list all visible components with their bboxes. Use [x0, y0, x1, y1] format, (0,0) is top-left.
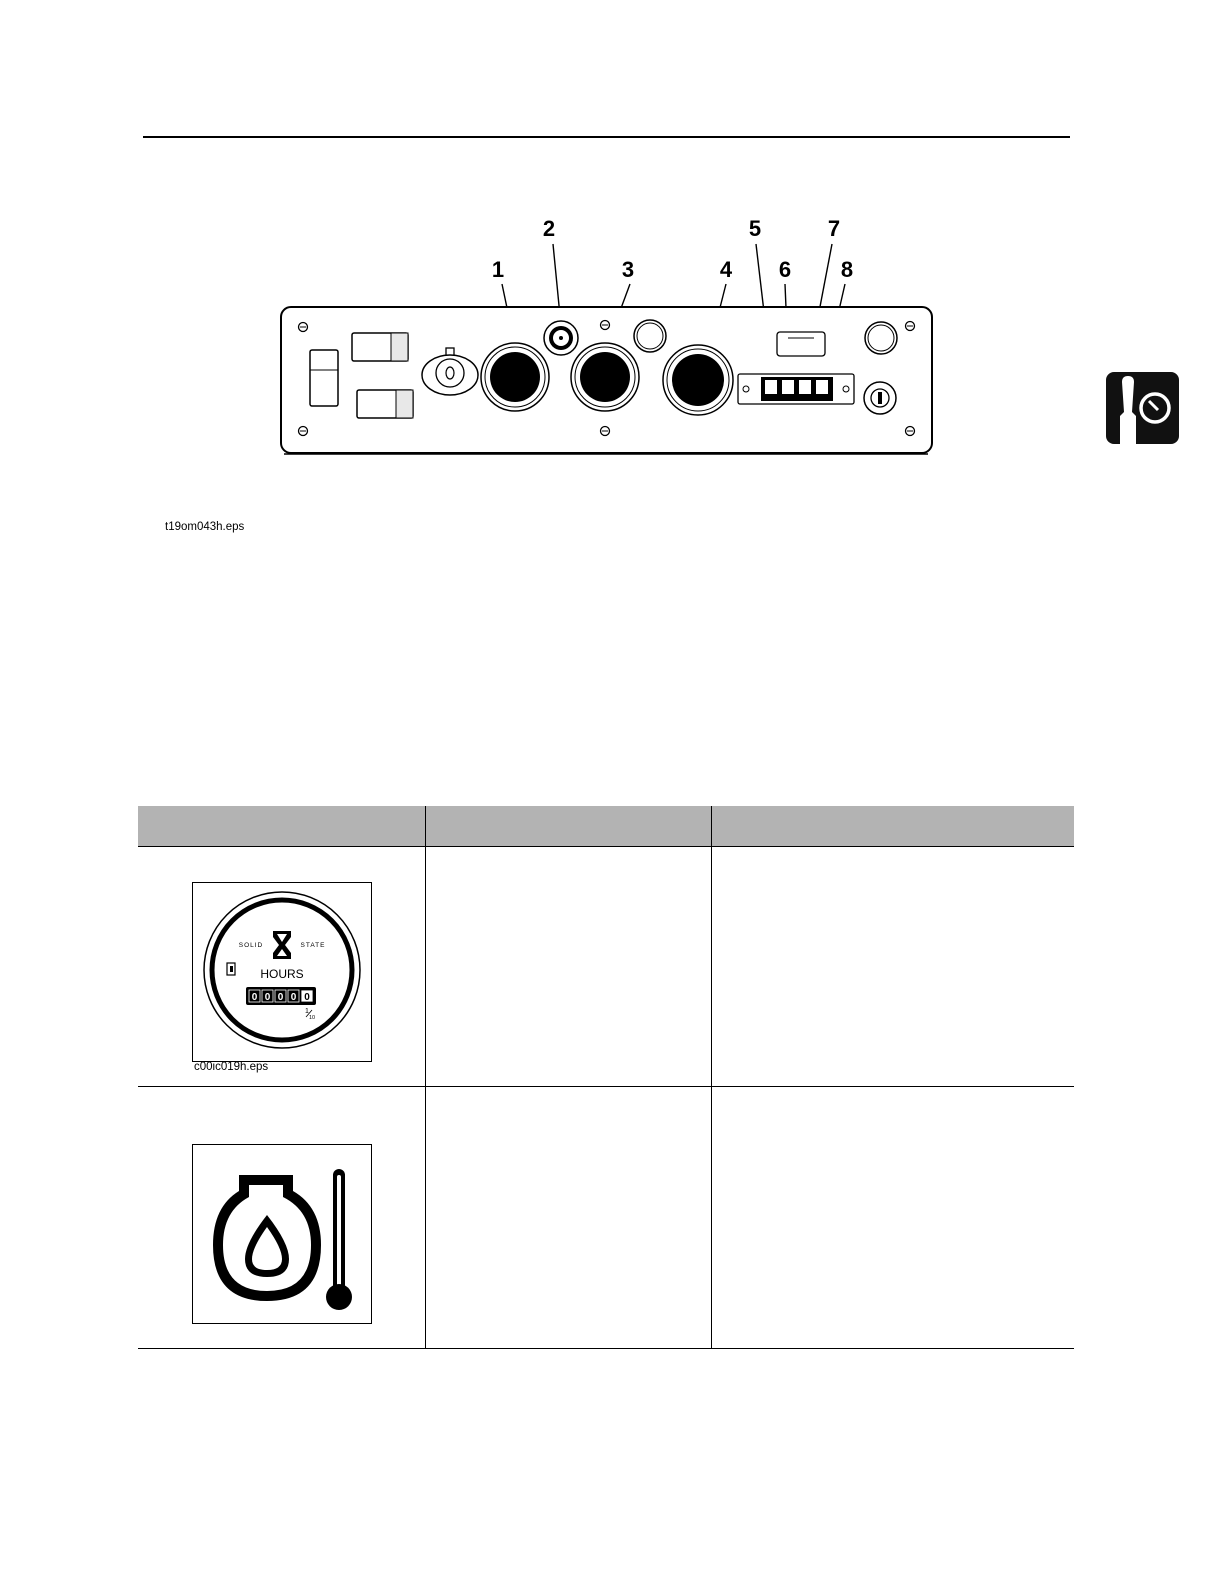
callout-7: 7: [827, 216, 841, 241]
top-rule: [143, 136, 1070, 138]
callout-5: 5: [748, 216, 762, 241]
hour-meter-icon: [192, 882, 372, 1062]
image-caption: c00ic019h.eps: [194, 1061, 269, 1073]
digit: 0: [290, 992, 297, 1003]
table-cell: [711, 847, 1074, 1087]
figure-caption: t19om043h.eps: [165, 521, 245, 533]
callout-1: 1: [491, 257, 505, 282]
lever-gauge-icon: [1106, 372, 1179, 444]
table-header-row: [138, 806, 1074, 847]
table-header-cell: [711, 806, 1074, 847]
callout-4: 4: [719, 257, 733, 282]
state-label: STATE: [300, 942, 326, 949]
callout-3: 3: [621, 257, 635, 282]
fraction-denominator: 10: [308, 1015, 316, 1021]
callout-2: 2: [542, 216, 556, 241]
table-row: [138, 847, 1074, 1087]
table-header-cell: [138, 806, 425, 847]
digit: 0: [304, 992, 310, 1003]
table-cell: [425, 847, 711, 1087]
digit: 0: [251, 992, 258, 1003]
table-cell-image: [138, 1087, 425, 1349]
table-cell-image: [138, 847, 425, 1087]
digit: 0: [277, 992, 284, 1003]
digit: 0: [264, 992, 271, 1003]
fraction-numerator: 1: [305, 1008, 309, 1015]
table-cell: [711, 1087, 1074, 1349]
control-panel-diagram: [270, 210, 950, 470]
controls-table: [138, 806, 1074, 1349]
engine-oil-temperature-icon: [192, 1144, 372, 1324]
callout-8: 8: [840, 257, 854, 282]
solid-label: SOLID: [238, 942, 264, 949]
table-row: [138, 1087, 1074, 1349]
callout-6: 6: [778, 257, 792, 282]
table-header-cell: [425, 806, 711, 847]
table-cell: [425, 1087, 711, 1349]
control-panel-figure: [270, 210, 950, 470]
hours-label: HOURS: [260, 967, 304, 981]
